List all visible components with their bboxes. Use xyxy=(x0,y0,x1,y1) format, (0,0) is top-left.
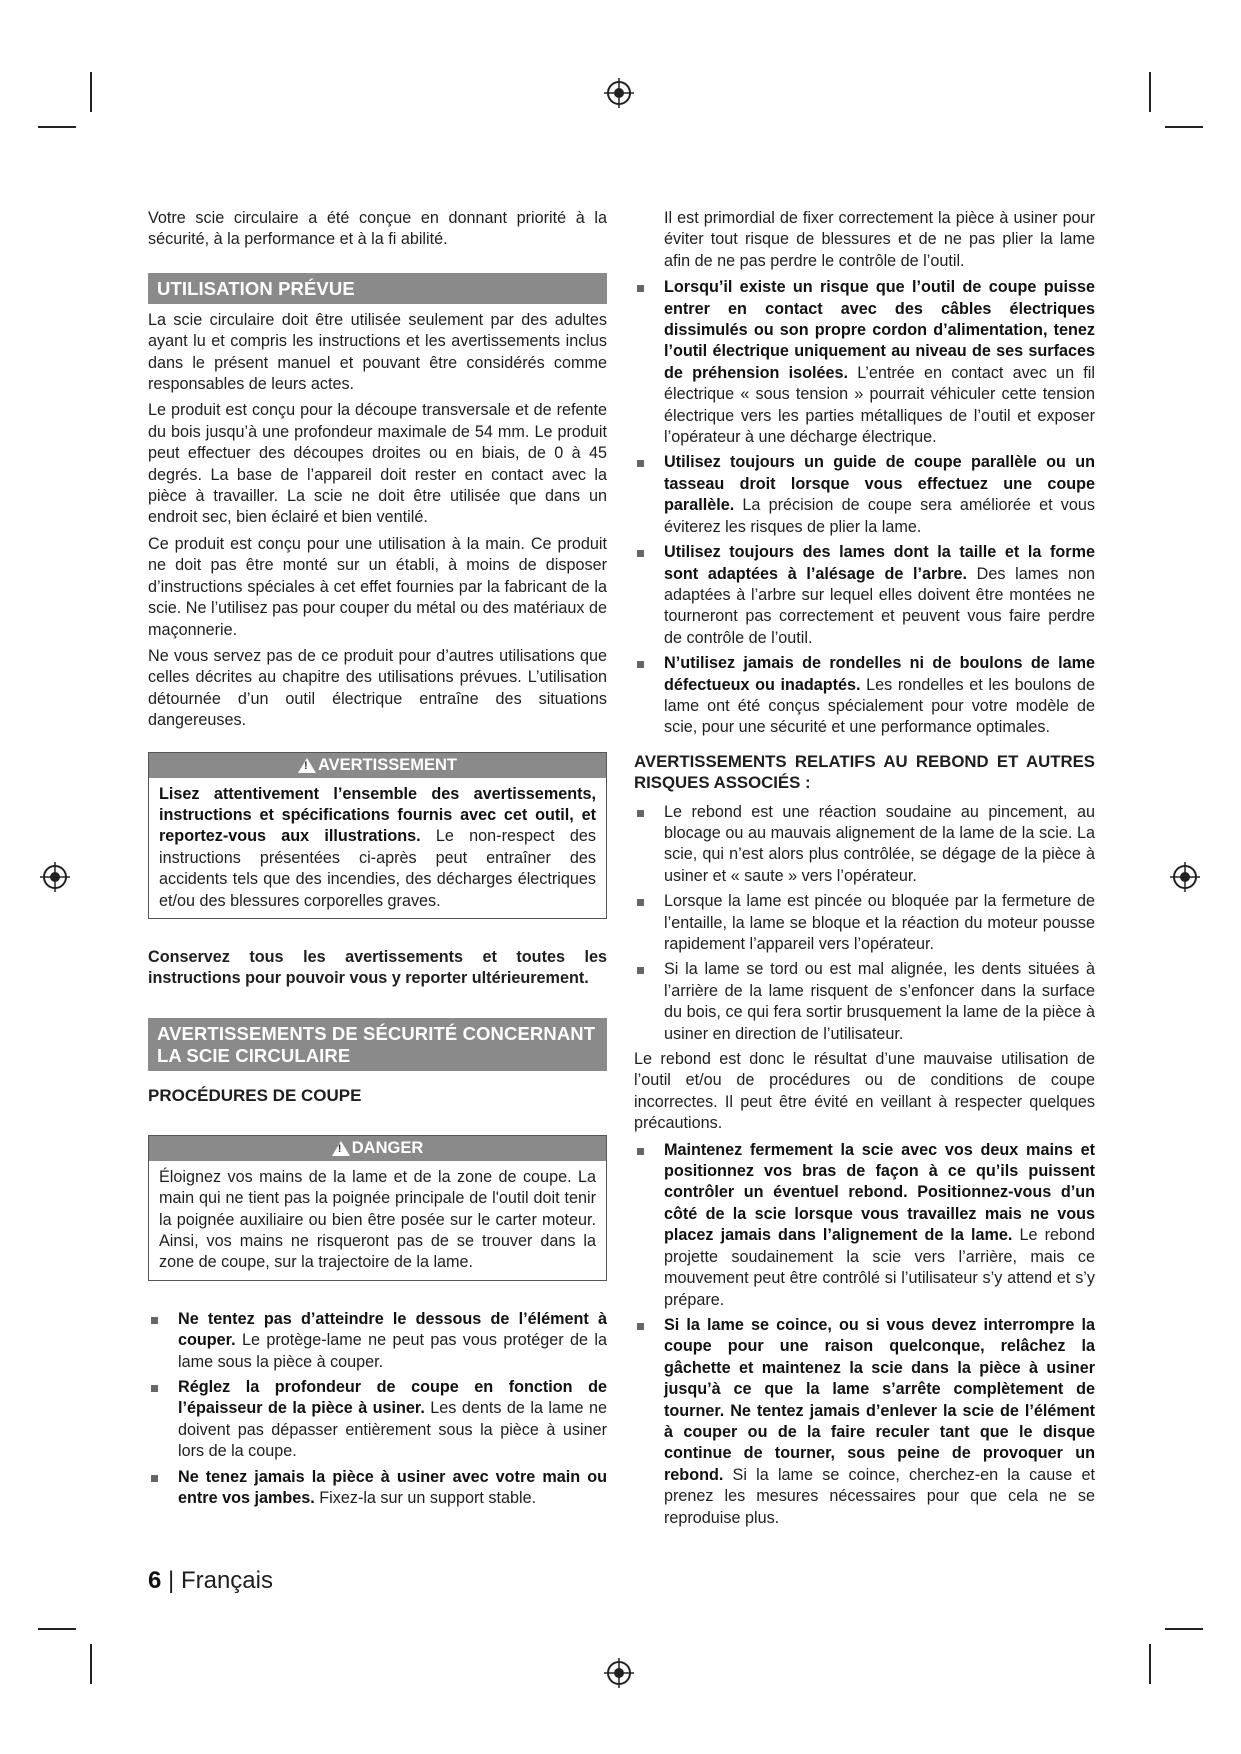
crop-mark xyxy=(38,1628,76,1630)
kickback-heading: AVERTISSEMENTS RELATIFS AU REBOND ET AUTRES RISQUES ASSOCIÉS : xyxy=(634,751,1095,793)
list-item xyxy=(634,452,1095,538)
list-item xyxy=(634,542,1095,649)
list-item-text: Les dents de la lame ne doivent pas dépasser entièrement sous la pièce à usiner lors de la coupe. xyxy=(178,1399,607,1461)
list-item-bold: Ne tentez pas d’atteindre le dessous de l’élément à couper. xyxy=(178,1309,607,1350)
list-item xyxy=(634,277,1095,448)
bullet-square-icon xyxy=(637,810,644,817)
crop-mark xyxy=(1165,1628,1203,1630)
list-item xyxy=(634,891,1095,955)
usage-paragraph: La scie circulaire doit être utilisée seulement par des adultes ayant lu et compris les instructions et les avertissements inclus dans le présent manuel et pouvant être considérés comme responsables de leurs actes. xyxy=(148,310,607,394)
usage-paragraph: Ce produit est conçu pour une utilisation à la main. Ce produit ne doit pas être monté sur un établi, à moins de disposer d’instructions spéciales à cet effet fournies par la fabricant de la scie. Ne l’utilisez pas pour couper du métal ou des matériaux de maçonnerie. xyxy=(148,534,607,639)
bullet-square-icon xyxy=(637,967,644,974)
warning-box xyxy=(148,752,607,919)
crop-mark xyxy=(90,72,92,112)
crop-mark xyxy=(1149,1644,1151,1684)
kickback-items xyxy=(634,802,1095,1045)
right-column xyxy=(634,208,1095,1533)
list-item-text: Des lames non adaptées à l’arbre sur lequel elles doivent être montées ne tourneront pas correctement et peuvent vous faire perdre de contrôle de l’outil. xyxy=(664,564,1095,647)
keep-instructions-note: Conservez tous les avertissements et toutes les instructions pour pouvoir vous y reporter ultérieurement. xyxy=(148,947,607,988)
bullet-square-icon xyxy=(637,460,644,467)
registration-mark-icon xyxy=(604,78,634,108)
intro-text: Votre scie circulaire a été conçue en donnant priorité à la sécurité, à la performance et à la fi abilité. xyxy=(148,209,607,249)
list-item-text: Le rebond projette soudainement la scie vers l’arrière, mais ce mouvement peut être contrôlé si l’utilisateur s’y attend et s’y prépare. xyxy=(664,1226,1096,1309)
list-item-text: Les rondelles et les boulons de lame ont été conçus spécialement pour votre modèle de scie, pour une sécurité et une performance optimales. xyxy=(664,675,1095,737)
left-column xyxy=(148,208,607,1513)
warning-box-rest: Le non-respect des instructions présentées ci-après peut entraîner des accidents tels que des incendies, des décharges électriques et/ou des blessures corporelles graves. xyxy=(159,827,596,910)
registration-mark-icon xyxy=(1170,862,1200,892)
bullet-square-icon xyxy=(637,1148,644,1155)
bullet-square-icon xyxy=(637,661,644,668)
list-item-bold: Lorsqu’il existe un risque que l’outil de coupe puisse entrer en contact avec des câbles électriques dissimulés ou son propre cordon d’alimentation, tenez l’outil électrique uniquement au niveau de ses surfaces de préhension isolées. xyxy=(664,278,1095,382)
crop-mark xyxy=(1165,126,1203,128)
crop-mark xyxy=(1149,72,1151,112)
list-item-text: L’entrée en contact avec un fil électrique « sous tension » pourrait véhiculer cette tension électrique vers les parties métalliques de l’outil et exposer l’opérateur à une décharge électrique. xyxy=(664,363,1095,447)
danger-box-header xyxy=(149,1136,606,1161)
warning-box-title: AVERTISSEMENT xyxy=(317,755,458,774)
section-title-safety: AVERTISSEMENTS DE SÉCURITÉ CONCERNANT LA SCIE CIRCULAIRE xyxy=(148,1018,607,1071)
crop-mark xyxy=(38,126,76,128)
list-item-bold: Ne tenez jamais la pièce à usiner avec votre main ou entre vos jambes. xyxy=(178,1467,607,1508)
bullet-square-icon xyxy=(637,1323,644,1330)
cutting-bullets xyxy=(148,1309,607,1510)
list-item-bold: Utilisez toujours un guide de coupe parallèle ou un tasseau droit lorsque vous effectuez une coupe parallèle. xyxy=(664,453,1095,515)
list-item xyxy=(634,802,1095,888)
bullet-square-icon xyxy=(151,1317,158,1324)
bullet-square-icon xyxy=(151,1475,158,1482)
warning-triangle-icon: ! xyxy=(298,758,316,773)
danger-box xyxy=(148,1135,607,1281)
kickback-bullets xyxy=(634,1140,1095,1529)
bullet-square-icon xyxy=(637,550,644,557)
list-item-bold: Si la lame se coince, ou si vous devez interrompre la coupe pour une raison quelconque, relâchez la gâchette et maintenez la scie dans la pièce à usiner jusqu’à ce que la lame s’arrête complètement de tourner. Ne tentez jamais d’enlever la scie de l’élément à couper ou de la faire reculer tant que le disque continue de tourner, sous peine de provoquer un rebond. xyxy=(664,1315,1095,1484)
continuation-text: Il est primordial de fixer correctement la pièce à usiner pour éviter tout risque de blessures et de ne pas plier la lame afin de ne pas perdre le contrôle de l’outil. xyxy=(664,209,1095,270)
bullet-square-icon xyxy=(637,899,644,906)
list-item xyxy=(634,959,1095,1045)
registration-mark-icon xyxy=(40,862,70,892)
list-item-text: Lorsque la lame est pincée ou bloquée par la fermeture de l’entaille, la lame se bloque et la réaction du moteur pousse rapidement l’appareil vers l’opérateur. xyxy=(664,892,1095,953)
danger-box-title: DANGER xyxy=(351,1138,424,1157)
warning-box-text xyxy=(159,784,596,912)
kickback-summary: Le rebond est donc le résultat d’une mauvaise utilisation de l’outil et/ou de procédures ou de conditions de coupe incorrectes. Il peut être évité en veillant à respecter quelques précautions. xyxy=(634,1050,1095,1133)
page-number: 6 xyxy=(148,1567,162,1594)
list-item-text: Le protège-lame ne peut pas vous protéger de la lame sous la pièce à couper. xyxy=(178,1331,607,1371)
usage-paragraph: Ne vous servez pas de ce produit pour d’autres utilisations que celles décrites au chapitre des utilisations prévues. L’utilisation détournée d’un outil électrique entraîne des situations dangereuses. xyxy=(148,646,607,730)
list-item xyxy=(148,1377,607,1463)
section-title-usage: UTILISATION PRÉVUE xyxy=(148,273,607,304)
list-item-text: Le rebond est une réaction soudaine au pincement, au blocage ou au mauvais alignement de la lame de la scie. La scie, qui n’est alors plus contrôlée, se dégage de la pièce à usiner et « saute » vers l’opérateur. xyxy=(664,802,1095,885)
usage-paragraph: Le produit est conçu pour la découpe transversale et de refente du bois jusqu’à une profondeur maximale de 54 mm. Le produit peut effectuer des découpes droites ou en biais, de 0 à 45 degrés. La base de l’appareil doit rester en contact avec la pièce à travailler. La scie ne doit être utilisée que dans un endroit sec, bien éclairé et bien ventilé. xyxy=(148,401,607,527)
crop-mark xyxy=(90,1644,92,1684)
list-item-text: Si la lame se coince, cherchez-en la cause et prenez les mesures nécessaires pour que cela ne se reproduise plus. xyxy=(664,1465,1095,1527)
list-item-text: Si la lame se tord ou est mal alignée, les dents situées à l’arrière de la lame risquent de s’enfoncer dans la surface du bois, ce qui fera sortir brusquement la lame de la pièce à usiner en direction de l’utilisateur. xyxy=(664,960,1095,1043)
list-item-bold: Maintenez fermement la scie avec vos deux mains et positionnez vos bras de façon à ce qu’ils puissent contrôler un éventuel rebond. Positionnez-vous d’un côté de la scie lorsque vous travaillez mais ne vous placez jamais dans l’alignement de la lame. xyxy=(664,1140,1095,1245)
footer-language: Français xyxy=(180,1567,273,1594)
bullet-square-icon xyxy=(637,285,644,292)
safety-bullets xyxy=(634,277,1095,739)
page-footer xyxy=(148,1567,273,1595)
list-item-bold: Réglez la profondeur de coupe en fonction de l’épaisseur de la pièce à usiner. xyxy=(178,1378,607,1418)
subheading-cutting-procedures: PROCÉDURES DE COUPE xyxy=(148,1085,362,1105)
warning-triangle-icon: ! xyxy=(332,1141,350,1156)
danger-box-text: Éloignez vos mains de la lame et de la zone de coupe. La main qui ne tient pas la poignée principale de l'outil doit tenir la poignée auxiliaire ou bien être posée sur le carter moteur. Ainsi, vos mains ne risqueront pas de se trouver dans la zone de coupe, sur la trajectoire de la lame. xyxy=(159,1167,596,1272)
list-item xyxy=(148,1309,607,1373)
list-item xyxy=(634,1140,1095,1311)
list-item xyxy=(634,1315,1095,1529)
registration-mark-icon xyxy=(604,1658,634,1688)
warning-box-header xyxy=(149,753,606,778)
list-item-text: La précision de coupe sera améliorée et vous éviterez les risques de plier la lame. xyxy=(664,496,1095,536)
list-item-bold: N’utilisez jamais de rondelles ni de boulons de lame défectueux ou inadaptés. xyxy=(664,654,1095,694)
list-item-bold: Utilisez toujours des lames dont la taille et la forme sont adaptées à l’alésage de l’arbre. xyxy=(664,543,1095,583)
warning-box-bold: Lisez attentivement l’ensemble des avertissements, instructions et spécifications fournis avec cet outil, et reportez-vous aux illustrations. xyxy=(159,784,596,846)
bullet-square-icon xyxy=(151,1385,158,1392)
list-item-text: Fixez-la sur un support stable. xyxy=(314,1489,537,1508)
list-item xyxy=(634,653,1095,739)
footer-separator: | xyxy=(161,1567,181,1594)
list-item xyxy=(148,1467,607,1510)
